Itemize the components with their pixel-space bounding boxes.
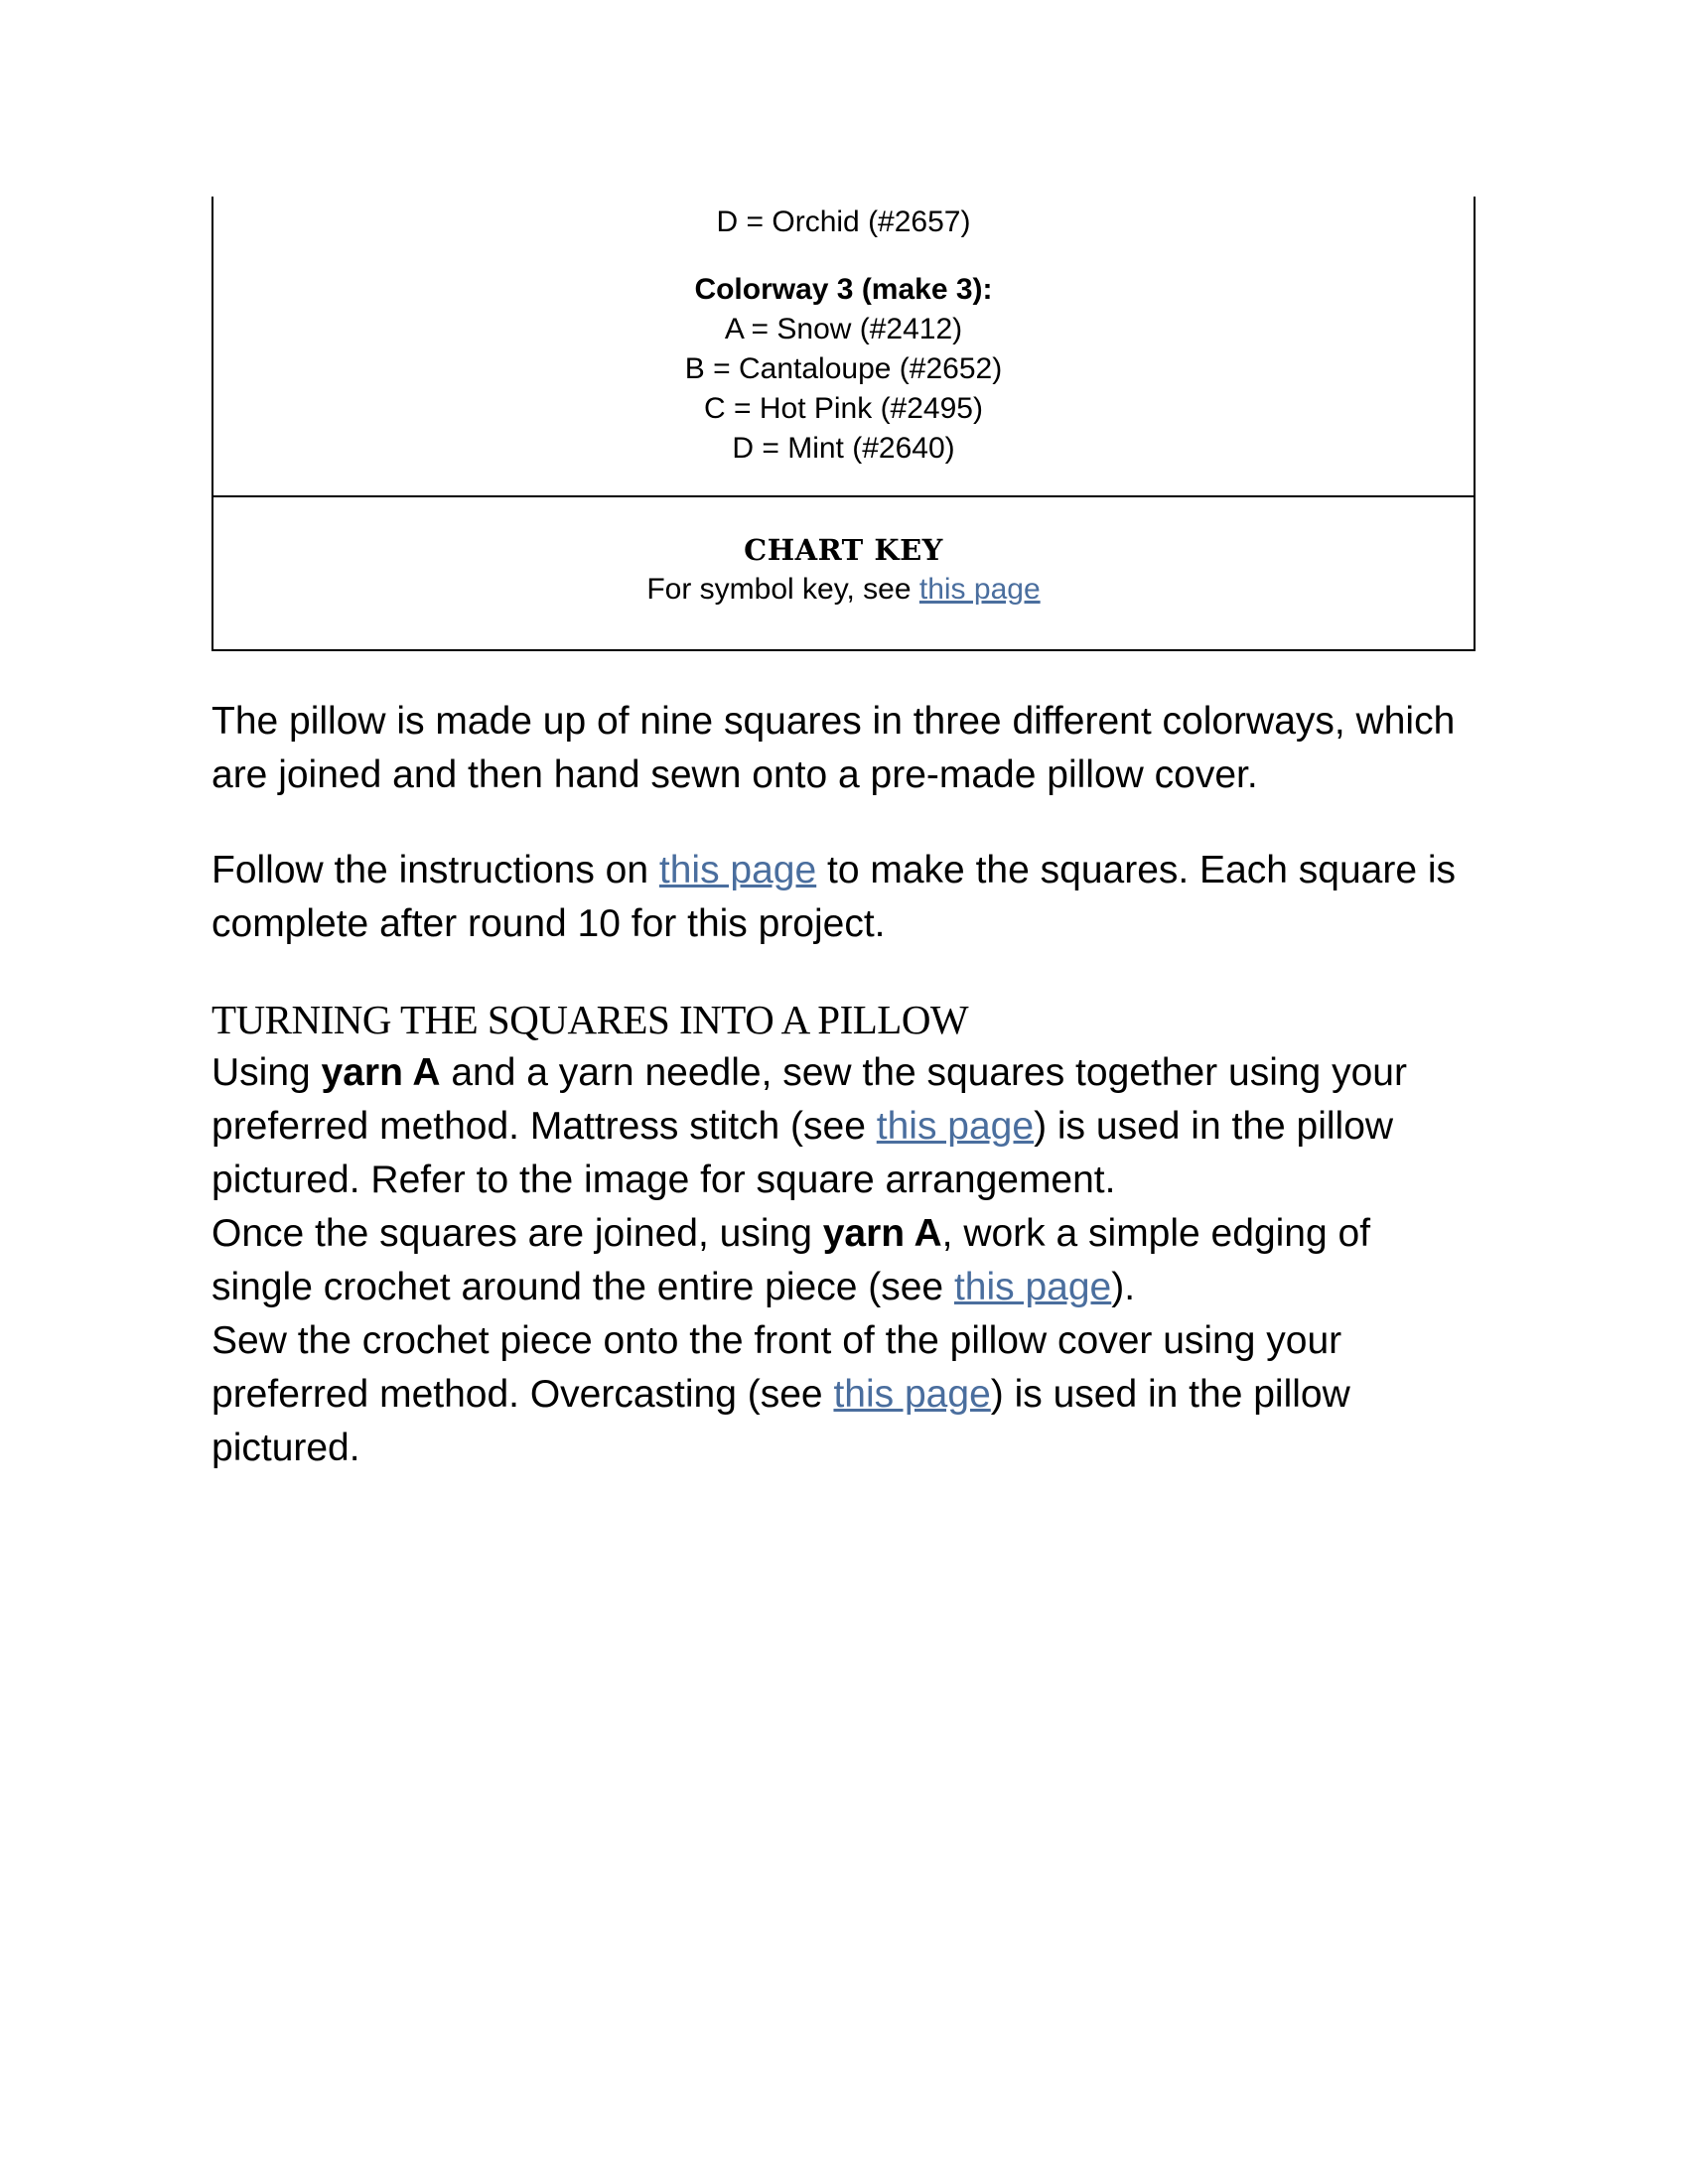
squares-instructions-link[interactable]: this page	[658, 849, 817, 891]
step1-text-b: and a yarn needle, sew the squares together using your preferred method. Mattress stitch (see	[211, 1051, 1407, 1148]
colorway3-yarn-d: D = Mint (#2640)	[732, 432, 955, 465]
step-sew-onto-cover	[211, 1314, 1477, 1475]
chart-key-prefix: For symbol key, see	[646, 573, 919, 606]
colorway2-yarn-d: D = Orchid (#2657)	[716, 205, 971, 238]
step1-text-c: ) is used in the pillow pictured. Refer to the image for square arrangement.	[211, 1105, 1394, 1201]
chart-key-link[interactable]: this page	[918, 573, 1041, 606]
colorway3-yarn-a: A = Snow (#2412)	[724, 313, 963, 345]
step1-yarn-bold: yarn A	[321, 1051, 441, 1094]
step3-text-a: Sew the crochet piece onto the front of the pillow cover using your preferred method. Overcasting (see	[211, 1319, 1342, 1416]
step2-text-c: ).	[1111, 1266, 1136, 1308]
overcasting-link[interactable]: this page	[833, 1373, 991, 1416]
step3-text-c: ) is used in the pillow pictured.	[211, 1373, 1350, 1469]
instructions-prefix: Follow the instructions on	[211, 849, 659, 891]
pillow-assembly-section	[211, 993, 1477, 1475]
intro-paragraph: The pillow is made up of nine squares in three different colorways, which are joined and then hand sewn onto a pre-made pillow cover.	[211, 700, 1456, 796]
chart-key-text	[213, 570, 1474, 610]
chart-key-table-cell	[211, 495, 1476, 651]
chart-key-title: CHART KEY	[744, 533, 943, 567]
step-edging	[211, 1207, 1477, 1314]
step2-yarn-bold: yarn A	[822, 1212, 942, 1255]
instructions-paragraph	[211, 844, 1477, 951]
colorway3-title: Colorway 3 (make 3):	[694, 273, 993, 306]
single-crochet-link[interactable]: this page	[953, 1266, 1112, 1308]
step2-text-b: , work a simple edging of single crochet around the entire piece (see	[211, 1212, 1371, 1308]
section-heading: TURNING THE SQUARES INTO A PILLOW	[211, 997, 969, 1042]
materials-table-cell	[211, 197, 1476, 497]
step2-text-a: Once the squares are joined, using	[211, 1212, 823, 1255]
colorway3-yarn-c: C = Hot Pink (#2495)	[704, 392, 983, 425]
instructions-suffix: to make the squares. Each square is complete after round 10 for this project.	[211, 849, 1457, 945]
colorway3-yarn-b: B = Cantaloupe (#2652)	[684, 352, 1003, 385]
step1-text-a: Using	[211, 1051, 322, 1094]
mattress-stitch-link[interactable]: this page	[876, 1105, 1035, 1148]
step-sew-squares	[211, 1046, 1477, 1207]
